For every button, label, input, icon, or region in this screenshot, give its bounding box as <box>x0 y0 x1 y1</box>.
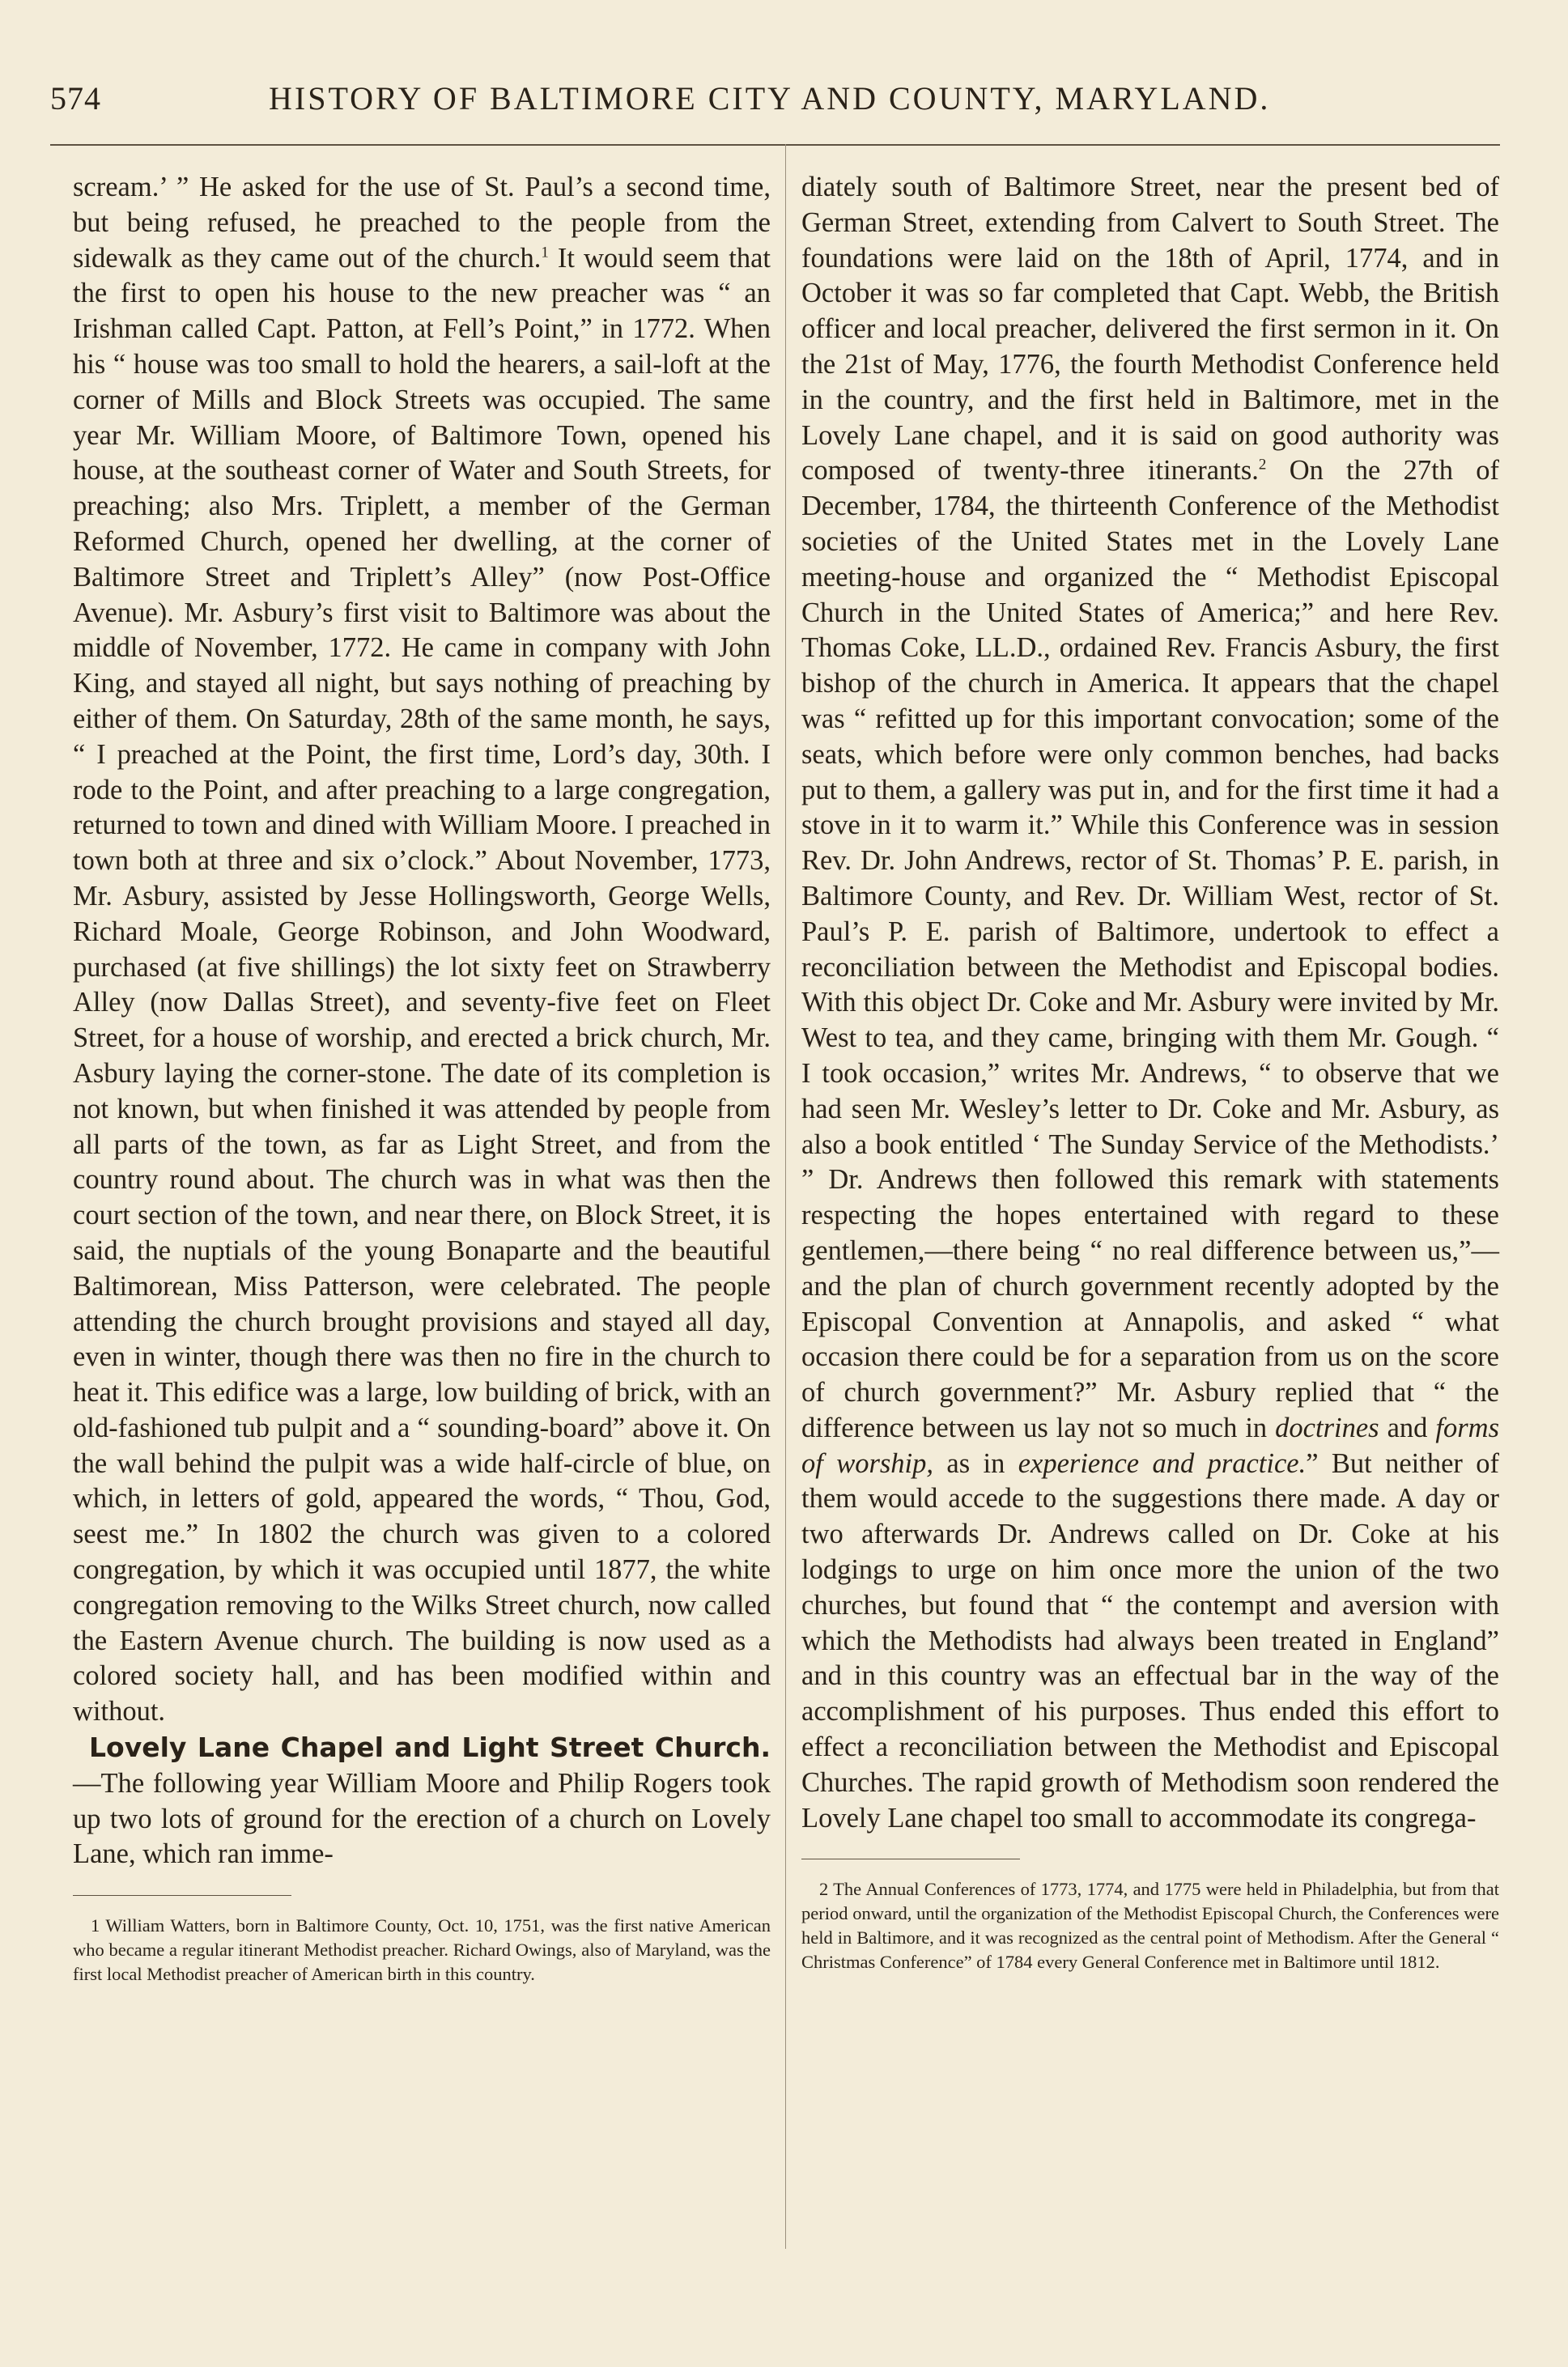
column-divider <box>785 144 786 2249</box>
footnote: 2 The Annual Conferences of 1773, 1774, and 1775 were held in Philadelphia, but from that period onward, until the organization of the Methodist Episcopal Church, the Conferences were held in Baltimore, and it was recognized as the central point of Methodism. After the General “ Christmas Conference” of 1784 every General Conference met in Baltimore until 1812. <box>801 1879 1499 1973</box>
left-column <box>73 170 771 1987</box>
right-column <box>801 170 1499 1974</box>
running-head: HISTORY OF BALTIMORE CITY AND COUNTY, MARYLAND. <box>269 80 1271 117</box>
body-paragraph <box>73 170 771 1730</box>
paragraph-text: scream.’ ” He asked for the use of St. Paul’s a second time, but being refused, he preached to the people from the sidewalk as they came out of the church. <box>73 172 771 274</box>
page-header <box>50 79 1518 131</box>
paragraph-text: On the 27th of December, 1784, the thirteenth Conference of the Methodist societies of the United States met in the Lovely Lane meeting-house and organized the “ Methodist Episcopal Church in the United States of America;” and here Rev. Thomas Coke, LL.D., ordained Rev. Francis Asbury, the first bishop of the church in America. It appears that the chapel was “ refitted up for this important convocation; some of the seats, which before were only common benches, had backs put to them, a gallery was put in, and for the first time it had a stove in it to warm it.” While this Conference was in session Rev. Dr. John Andrews, rector of St. Thomas’ P. E. parish, in Baltimore County, and Rev. Dr. William West, rector of St. Paul’s P. E. parish of Baltimore, undertook to effect a reconciliation between the Methodist and Episcopal bodies. With this object Dr. Coke and Mr. Asbury were invited by Mr. West to tea, and they came, bringing with them Mr. Gough. “ I took occasion,” writes Mr. Andrews, “ to observe that we had seen Mr. Wesley’s letter to Dr. Coke and Mr. Asbury, as also a book entitled ‘ The Sunday Service of the Methodists.’ ” Dr. Andrews then followed this remark with statements respecting the hopes entertained with regard to these gentlemen,—there being “ no real difference between us,”—and the plan of church government recently adopted by the Episcopal Convention at Annapolis, and asked “ what occasion there could be for a separation from us on the score of church government?” Mr. Asbury replied that “ the difference between us lay not so much in <box>801 455 1500 1443</box>
section-heading: Lovely Lane Chapel and Light Street Church. <box>89 1732 771 1764</box>
paragraph-text: diately south of Baltimore Street, near the present bed of German Street, extending from Calvert to South Street. The foundations were laid on the 18th of April, 1774, and in October it was so far completed that Capt. Webb, the British officer and local preacher, delivered the first sermon in it. On the 21st of May, 1776, the fourth Methodist Conference held in the country, and the first held in Baltimore, met in the Lovely Lane chapel, and it is said on good authority was composed of twenty-three itinerants. <box>801 172 1499 487</box>
body-paragraph <box>73 1730 771 1872</box>
paragraph-text: It would seem that the first to open his house to the new preacher was “ an Irishman called Capt. Patton, at Fell’s Point,” in 1772. When his “ house was too small to hold the hearers, a sail-loft at the corner of Mills and Block Streets was occupied. The same year Mr. William Moore, of Baltimore Town, opened his house, at the southeast corner of Water and South Streets, for preaching; also Mrs. Triplett, a member of the German Reformed Church, opened her dwelling, at the corner of Baltimore Street and Triplett’s Alley” (now Post-Office Avenue). Mr. Asbury’s first visit to Baltimore was about the middle of November, 1772. He came in company with John King, and stayed all night, but says nothing of preaching by either of them. On Saturday, 28th of the same month, he says, “ I preached at the Point, the first time, Lord’s day, 30th. I rode to the Point, and after preaching to a large congregation, returned to town and dined with William Moore. I preached in town both at three and six o’clock.” About November, 1773, Mr. Asbury, assisted by Jesse Hollingsworth, George Wells, Richard Moale, George Robinson, and John Woodward, purchased (at five shillings) the lot sixty feet on Strawberry Alley (now Dallas Street), and seventy-five feet on Fleet Street, for a house of worship, and erected a brick church, Mr. Asbury laying the corner-stone. The date of its completion is not known, but when finished it was attended by people from all parts of the town, as far as Light Street, and from the country round about. The church was in what was then the court section of the town, and near there, on Block Street, it is said, the nuptials of the young Bonaparte and the beautiful Baltimorean, Miss Patterson, were celebrated. The people attending the church brought provisions and stayed all day, even in winter, though there was then no fire in the church to heat it. This edifice was a large, low building of brick, with an old-fashioned tub pulpit and a “ sounding-board” above it. On the wall behind the pulpit was a wide half-circle of blue, on which, in letters of gold, appeared the words, “ Thou, God, seest me.” In 1802 the church was given to a colored congregation, by which it was occupied until 1877, the white congregation removing to the Wilks Street church, now called the Eastern Avenue church. The building is now used as a colored society hall, and has been modified within and without. <box>73 242 771 1727</box>
italic-text: doctrines <box>1275 1412 1379 1443</box>
paragraph-text: ” But neither of them would accede to the suggestions there made. A day or two afterwards Dr. Andrews called on Dr. Coke at his lodgings to urge on him once more the union of the two churches, but found that “ the contempt and aversion with which the Methodists had always been treated in England” and in this country was an effectual bar in the way of the accomplishment of his purposes. Thus ended this effort to effect a reconciliation between the Methodist and Episcopal Churches. The rapid growth of Methodism soon rendered the Lovely Lane chapel too small to accommodate its congrega- <box>801 1447 1500 1834</box>
paragraph-text: —The following year William Moore and Philip Rogers took up two lots of ground for the erection of a church on Lovely Lane, which ran imme- <box>73 1767 771 1870</box>
body-paragraph <box>801 170 1499 1836</box>
italic-text: experience and practice. <box>1018 1447 1307 1479</box>
paragraph-text: as in <box>933 1447 1018 1479</box>
italic-text: forms of worship, <box>801 1412 1499 1479</box>
page-number: 574 <box>50 80 101 117</box>
footnote-marker: 1 <box>541 244 549 261</box>
footnote: 1 William Watters, born in Baltimore County, Oct. 10, 1751, was the first native American who became a regular itinerant Methodist preacher. Richard Owings, also of Maryland, was the first local Methodist preacher of American birth in this country. <box>73 1915 771 1985</box>
footnote-rule <box>73 1895 291 1896</box>
paragraph-text: and <box>1379 1412 1436 1443</box>
header-rule <box>50 144 1500 146</box>
footnote-marker: 2 <box>1258 456 1267 474</box>
